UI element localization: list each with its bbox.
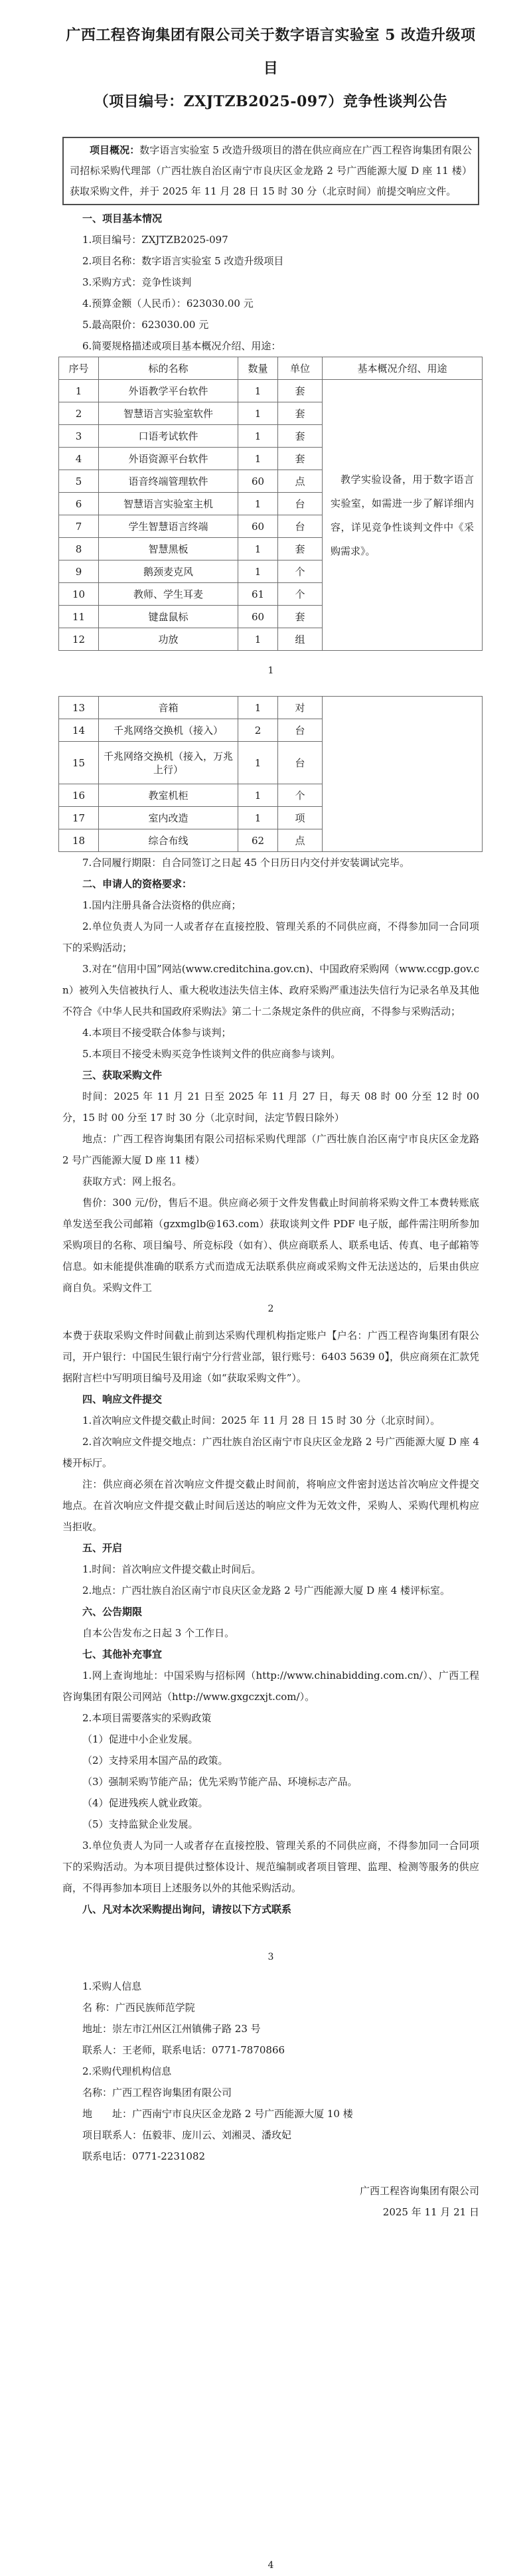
overview-body: 数字语言实验室 5 改造升级项目的潜在供应商应在广西工程咨询集团有限公司招标采购代理部（广西壮族自治区南宁市良庆区金龙路 2 号广西能源大厦 D 座 11 楼）获取采购文件，并于 2025 年 11 月 28 日 15 时 30 分（北京时间）前提交响应文件。: [70, 144, 472, 197]
table-cell: 功放: [99, 628, 238, 651]
table-cell: 教师、学生耳麦: [99, 583, 238, 606]
table-cell: 智慧黑板: [99, 538, 238, 560]
paragraph: 2.采购代理机构信息: [82, 2065, 172, 2077]
table-cell: 外语资源平台软件: [99, 448, 238, 470]
paragraph: 1.采购人信息: [82, 1980, 142, 1992]
table-cell: 14: [59, 719, 99, 742]
section-heading: 八、凡对本次采购提出询问，请按以下方式联系: [82, 1903, 292, 1915]
table-cell: 台: [278, 493, 323, 515]
table-cell: 室内改造: [99, 807, 238, 829]
table-cell: 个: [278, 784, 323, 807]
table-cell: 组: [278, 628, 323, 651]
table-cell: 项: [278, 807, 323, 829]
paragraph: 地 址：广西南宁市良庆区金龙路 2 号广西能源大厦 10 楼: [82, 2108, 353, 2120]
paragraph: 时间：2025 年 11 月 21 日至 2025 年 11 月 27 日，每天 08 时 00 分至 12 时 00 分，15 时 00 分至 17 时 30 分（北京时间，法定节假日除外）: [62, 1090, 479, 1124]
column-header: 标的名称: [99, 357, 238, 380]
table-cell: 台: [278, 742, 323, 784]
paragraph: （4）促进残疾人就业政策。: [82, 1797, 208, 1809]
table-cell: 语音终端管理软件: [99, 470, 238, 493]
table-cell: 8: [59, 538, 99, 560]
table-cell: 10: [59, 583, 99, 606]
paragraph: 1.国内注册具备合法资格的供应商；: [82, 899, 242, 911]
table-cell: 综合布线: [99, 829, 238, 852]
table-cell: 13: [59, 697, 99, 719]
table-cell: 16: [59, 784, 99, 807]
column-header: 数量: [238, 357, 278, 380]
table-cell: 15: [59, 742, 99, 784]
paragraph: 名 称：广西民族师范学院: [82, 2002, 195, 2014]
section-heading: 一、项目基本情况: [82, 213, 163, 224]
page-title-line2: （项目编号：ZXJTZB2025-097）竞争性谈判公告: [94, 93, 448, 110]
paragraph: 联系人：王老师，联系电话：0771-7870866: [82, 2044, 285, 2056]
table-cell: 对: [278, 697, 323, 719]
table-cell: 9: [59, 560, 99, 583]
paragraph: 联系电话：0771-2231082: [82, 2150, 206, 2162]
table-cell: 套: [278, 425, 323, 448]
table-cell: 键盘鼠标: [99, 606, 238, 628]
table-cell: 1: [238, 425, 278, 448]
table-cell: 12: [59, 628, 99, 651]
project-overview-text: [70, 140, 472, 202]
paragraph: 项目联系人：伍毅菲、庞川云、刘湘灵、潘玫妃: [82, 2129, 292, 2141]
page-number-4: 4: [267, 2560, 274, 2571]
paragraph: 2.地点：广西壮族自治区南宁市良庆区金龙路 2 号广西能源大厦 D 座 4 楼评标室。: [82, 1585, 451, 1596]
paragraph: （5）支持监狱企业发展。: [82, 1818, 198, 1830]
table-cell: 1: [238, 697, 278, 719]
table-cell: 60: [238, 470, 278, 493]
table-cell: 外语教学平台软件: [99, 380, 238, 402]
column-header: 单位: [278, 357, 323, 380]
paragraph: 2.首次响应文件提交地点：广西壮族自治区南宁市良庆区金龙路 2 号广西能源大厦 D 座 4 楼开标厅。: [62, 1436, 479, 1469]
signature-block: [62, 2180, 479, 2223]
table-cell: 7: [59, 515, 99, 538]
table-cell: 音箱: [99, 697, 238, 719]
table-cell: 11: [59, 606, 99, 628]
paragraph: （3）强制采购节能产品；优先采购节能产品、环境标志产品。: [82, 1776, 358, 1788]
table-cell: 2: [59, 402, 99, 425]
table-cell: 鹅颈麦克风: [99, 560, 238, 583]
table-cell: 1: [238, 402, 278, 425]
table-cell: 台: [278, 515, 323, 538]
section-heading: 三、获取采购文件: [82, 1069, 163, 1081]
paragraph: 3.对在“信用中国”网站(www.creditchina.gov.cn)、中国政府采购网（www.ccgp.gov.cn）被列入失信被执行人、重大税收违法失信主体、政府采购严重违法失信行为记录名单及其他不符合《中华人民共和国政府采购法》第二十二条规定条件的供应商，不得参与采购活动；: [62, 963, 479, 1017]
section-contact-info: [62, 1976, 479, 2167]
paragraph: 4.预算金额（人民币）：623030.00 元: [82, 298, 254, 309]
table-cell: 5: [59, 470, 99, 493]
table-cell: 17: [59, 807, 99, 829]
table-cell: 4: [59, 448, 99, 470]
section-heading: 五、开启: [82, 1542, 123, 1554]
paragraph: 3.采购方式：竞争性谈判: [82, 276, 192, 288]
table-cell: 60: [238, 515, 278, 538]
signature-company: 广西工程咨询集团有限公司: [359, 2185, 479, 2197]
paragraph: 自本公告发布之日起 3 个工作日。: [82, 1627, 235, 1639]
page-number-3: 3: [267, 1952, 274, 1962]
paragraph: 5.最高限价：623030.00 元: [82, 319, 209, 331]
paragraph: 注：供应商必须在首次响应文件提交截止时间前，将响应文件密封送达首次响应文件提交地点。在首次响应文件提交截止时间后送达的响应文件为无效文件，采购人、采购代理机构应当拒收。: [62, 1478, 479, 1533]
page-title-line1: 广西工程咨询集团有限公司关于数字语言实验室 5 改造升级项目: [66, 27, 476, 77]
section-basic-info: [62, 208, 479, 357]
paragraph: 售价：300 元/份，售后不退。供应商必须于文件发售截止时间前将采购文件工本费转账底单发送至我公司邮箱（gzxmglb@163.com）获取谈判文件 PDF 电子版，邮件需注明所参加采购项目的名称、项目编号、所竞标段（如有）、供应商联系人、联系电话、传真、电子邮箱等信息。如未能提供准确的联系方式而造成无法联系供应商或采购文件无法送达的，后果由供应商自负。采购文件工: [62, 1197, 479, 1294]
table-cell: 千兆网络交换机（接入，万兆上行）: [99, 742, 238, 784]
table-cell: 套: [278, 402, 323, 425]
paragraph: 1.时间：首次响应文件提交截止时间后。: [82, 1563, 262, 1575]
section-heading: 六、公告期限: [82, 1606, 143, 1618]
table-cell: 口语考试软件: [99, 425, 238, 448]
section-heading: 七、其他补充事宜: [82, 1648, 163, 1660]
table-cell: 套: [278, 448, 323, 470]
page-number-2: 2: [267, 1304, 274, 1314]
paragraph: 1.网上查询地址：中国采购与招标网（http://www.chinabidding.com.cn/）、广西工程咨询集团有限公司网站（http://www.gxgczxjt.com/）。: [62, 1670, 479, 1703]
table-cell: 1: [238, 538, 278, 560]
column-header: 基本概况介绍、用途: [323, 357, 483, 380]
paragraph: 1.项目编号：ZXJTZB2025-097: [82, 234, 228, 246]
table-cell: 1: [238, 784, 278, 807]
goods-table-part2: [58, 696, 483, 852]
paragraph: 5.本项目不接受未购买竞争性谈判文件的供应商参与谈判。: [82, 1048, 341, 1060]
table-cell: 个: [278, 560, 323, 583]
paragraph: 本费于获取采购文件时间截止前到达采购代理机构指定账户【户名：广西工程咨询集团有限公司，开户银行：中国民生银行南宁分行营业部，银行账号：6403 5639 0】，供应商须在汇款凭据附言栏中写明项目编号及用途（如“获取采购文件”）。: [62, 1330, 479, 1384]
table-cell: 1: [238, 807, 278, 829]
paragraph: 7.合同履行期限：自合同签订之日起 45 个日历日内交付并安装调试完毕。: [82, 857, 410, 869]
table-cell: 1: [238, 742, 278, 784]
goods-table-part1: [58, 357, 483, 651]
table-cell: 1: [238, 493, 278, 515]
table-cell: 智慧语言实验室主机: [99, 493, 238, 515]
paragraph: 名称：广西工程咨询集团有限公司: [82, 2087, 232, 2099]
table-cell: 套: [278, 538, 323, 560]
table-cell: 点: [278, 829, 323, 852]
table-cell: 教室机柜: [99, 784, 238, 807]
section-heading: 二、申请人的资格要求：: [82, 878, 192, 890]
table-row: [59, 697, 483, 719]
signature-date: 2025 年 11 月 21 日: [382, 2206, 479, 2218]
table-cell: 点: [278, 470, 323, 493]
column-header: 序号: [59, 357, 99, 380]
overview-label: 项目概况：: [90, 144, 140, 156]
table-cell: 3: [59, 425, 99, 448]
page-number-1: 1: [267, 665, 274, 676]
paragraph: 2.单位负责人为同一人或者存在直接控股、管理关系的不同供应商，不得参加同一合同项下的采购活动；: [62, 920, 479, 954]
table-cell: 60: [238, 606, 278, 628]
goods-table-header: [59, 357, 483, 380]
table-cell: 套: [278, 380, 323, 402]
paragraph: 6.简要规格描述或项目基本概况介绍、用途：: [82, 340, 281, 352]
table-cell: 1: [238, 448, 278, 470]
table-cell: 千兆网络交换机（接入）: [99, 719, 238, 742]
page-title: [62, 19, 479, 118]
table-cell: 个: [278, 583, 323, 606]
paragraph: 获取方式：网上报名。: [82, 1175, 183, 1187]
table-cell: 18: [59, 829, 99, 852]
paragraph: 1.首次响应文件提交截止时间：2025 年 11 月 28 日 15 时 30 分（北京时间）。: [82, 1415, 441, 1426]
paragraph: 3.单位负责人为同一人或者存在直接控股、管理关系的不同供应商，不得参加同一合同项下的采购活动。为本项目提供过整体设计、规范编制或者项目管理、监理、检测等服务的供应商，不得再参加本项目上述服务以外的其他采购活动。: [62, 1840, 479, 1894]
paragraph: （2）支持采用本国产品的政策。: [82, 1755, 228, 1766]
document-content: [0, 19, 531, 2576]
section-heading: 四、响应文件提交: [82, 1393, 163, 1405]
paragraph: 2.本项目需要落实的采购政策: [82, 1712, 212, 1724]
table-cell: 1: [59, 380, 99, 402]
table-cell: 6: [59, 493, 99, 515]
paragraph: 地址：崇左市江州区江州镇佛子路 23 号: [82, 2023, 261, 2035]
table-empty-cell: [323, 697, 483, 852]
table-cell: 1: [238, 560, 278, 583]
paragraph: （1）促进中小企业发展。: [82, 1733, 198, 1745]
table-row: [59, 380, 483, 402]
table-note-cell: 教学实验设备，用于数字语言实验室，如需进一步了解详细内容，详见竞争性谈判文件中《采购需求》。: [323, 380, 483, 651]
paragraph: 2.项目名称：数字语言实验室 5 改造升级项目: [82, 255, 284, 267]
table-cell: 套: [278, 606, 323, 628]
section-requirements-and-documents: [62, 852, 479, 1298]
section-submission-and-policies: [62, 1325, 479, 1920]
table-cell: 61: [238, 583, 278, 606]
table-cell: 62: [238, 829, 278, 852]
table-cell: 智慧语言实验室软件: [99, 402, 238, 425]
table-cell: 台: [278, 719, 323, 742]
paragraph: 地点：广西工程咨询集团有限公司招标采购代理部（广西壮族自治区南宁市良庆区金龙路 2 号广西能源大厦 D 座 11 楼）: [62, 1133, 479, 1166]
table-cell: 2: [238, 719, 278, 742]
paragraph: 4.本项目不接受联合体参与谈判；: [82, 1027, 232, 1039]
project-overview-box: [62, 137, 479, 205]
table-cell: 1: [238, 380, 278, 402]
table-cell: 1: [238, 628, 278, 651]
table-cell: 学生智慧语言终端: [99, 515, 238, 538]
